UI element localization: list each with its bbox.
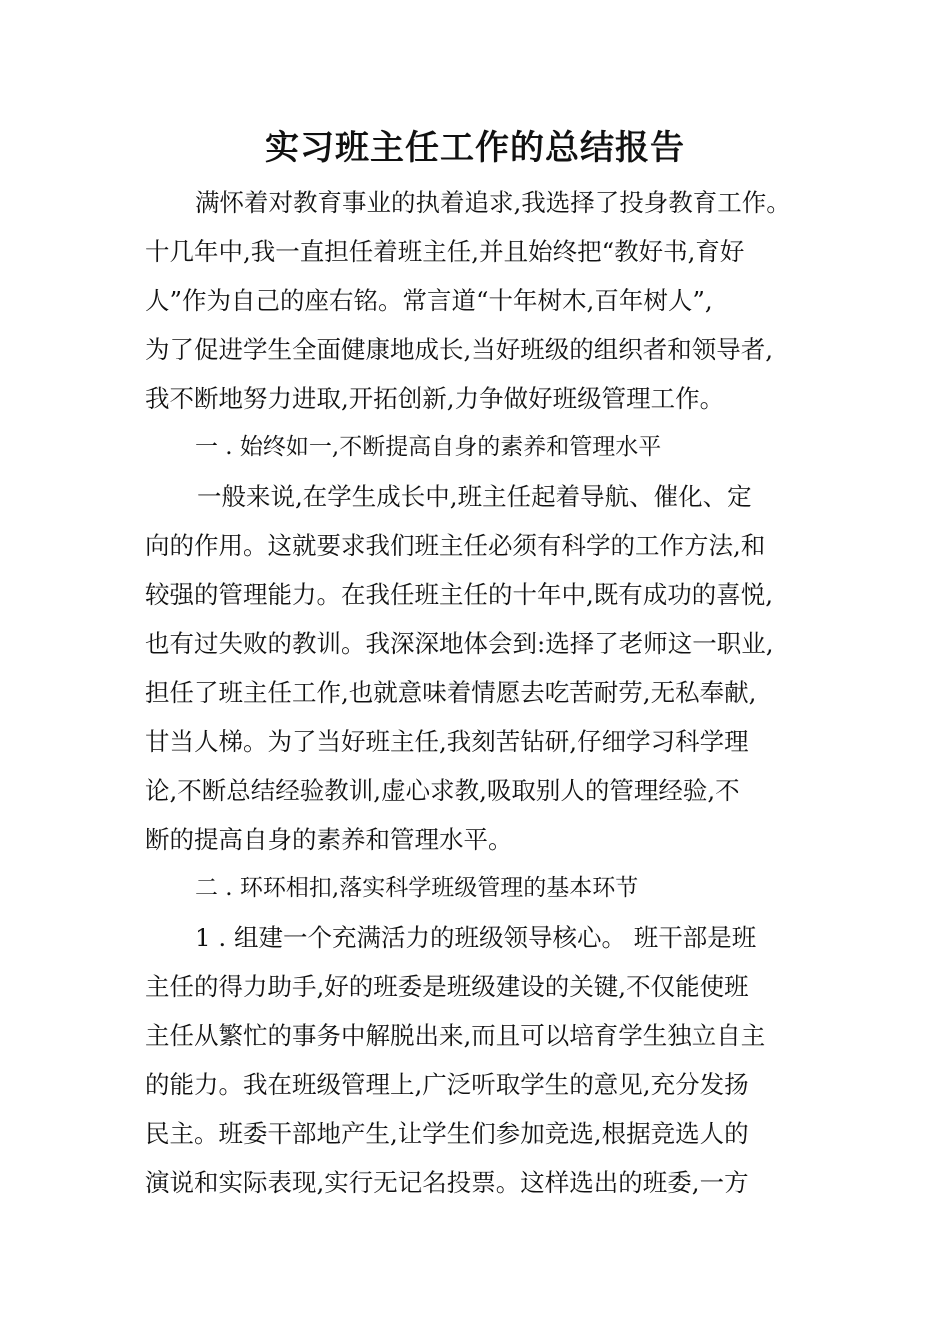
paragraph-line: 甘当人梯。为了当好班主任,我刻苦钻研,仔细学习科学理 (145, 727, 749, 756)
paragraph-line: 断的提高自身的素养和管理水平。 (145, 825, 513, 854)
paragraph-line: 论,不断总结经验教训,虚心求教,吸取别人的管理经验,不 (145, 776, 740, 805)
paragraph-line: 我不断地努力进取,开拓创新,力争做好班级管理工作。 (145, 384, 725, 413)
paragraph-line: 向的作用。这就要求我们班主任必须有科学的工作方法,和 (145, 531, 766, 560)
paragraph-line: 演说和实际表现,实行无记名投票。这样选出的班委,一方 (145, 1168, 749, 1197)
paragraph-line: 一般来说,在学生成长中,班主任起着导航、催化、定 (197, 482, 752, 511)
paragraph-line: 为了促进学生全面健康地成长,当好班级的组织者和领导者, (145, 335, 774, 364)
paragraph-line: 主任从繁忙的事务中解脱出来,而且可以培育学生独立自主 (145, 1021, 766, 1050)
paragraph-line: 民主。班委干部地产生,让学生们参加竞选,根据竞选人的 (145, 1119, 749, 1148)
document-body (145, 178, 820, 1207)
paragraph-line: 也有过失败的教训。我深深地体会到:选择了老师这一职业, (145, 629, 774, 658)
paragraph-line: 十几年中,我一直担任着班主任,并且始终把“教好书,育好 (145, 237, 745, 266)
section-heading: 二 . 环环相扣,落实科学班级管理的基本环节 (195, 875, 639, 901)
paragraph-line: 人”作为自己的座右铭。常言道“十年树木,百年树人”, (145, 286, 713, 315)
document-title: 实习班主任工作的总结报告 (265, 128, 685, 168)
paragraph-line: 1 . 组建一个充满活力的班级领导核心。 班干部是班 (195, 923, 757, 952)
paragraph-line: 满怀着对教育事业的执着追求,我选择了投身教育工作。 (195, 188, 791, 217)
paragraph-line: 的能力。我在班级管理上,广泛听取学生的意见,充分发扬 (145, 1070, 749, 1099)
paragraph-line: 担任了班主任工作,也就意味着情愿去吃苦耐劳,无私奉献, (145, 678, 757, 707)
section-heading: 一 . 始终如一,不断提高自身的素养和管理水平 (195, 434, 662, 460)
paragraph-line: 主任的得力助手,好的班委是班级建设的关键,不仅能使班 (145, 972, 749, 1001)
paragraph-line: 较强的管理能力。在我任班主任的十年中,既有成功的喜悦, (145, 580, 774, 609)
